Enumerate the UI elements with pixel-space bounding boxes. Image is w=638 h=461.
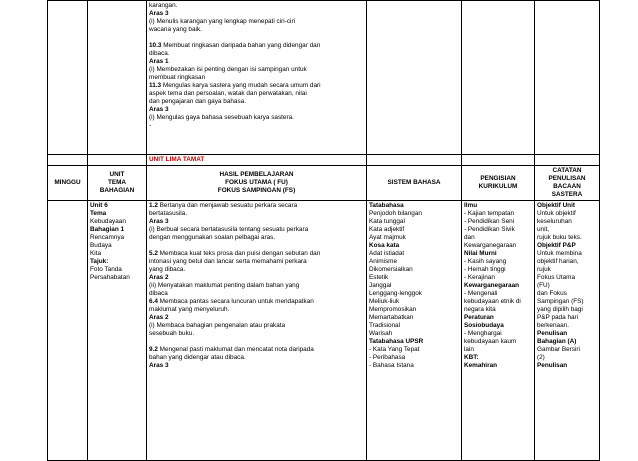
text-line	[464, 362, 532, 370]
body-text: - Peribahasa	[369, 354, 406, 361]
body-text: rujuk	[537, 266, 551, 273]
text-line	[537, 266, 597, 274]
content-row	[48, 201, 600, 461]
minggu-cell-prev	[48, 1, 88, 155]
header-unit: UNIT TEMA BAHAGIAN	[88, 166, 147, 201]
unit-cell-end	[88, 155, 147, 166]
sistem-cell-prev	[367, 1, 462, 155]
body-text: Lenggang-lenggok	[369, 290, 422, 297]
bold-text: Aras 2	[149, 274, 169, 281]
body-text: Tradisional	[369, 322, 401, 329]
bold-text: Ilmu	[464, 202, 478, 209]
text-line	[90, 218, 144, 226]
text-line	[149, 242, 364, 250]
text-line	[149, 234, 364, 242]
text-line	[369, 314, 459, 322]
body-text: Rencamnya	[90, 234, 125, 241]
body-text: negara kita	[464, 306, 496, 313]
text-line	[369, 266, 459, 274]
text-line	[149, 282, 364, 290]
text-line	[149, 66, 364, 74]
text-line	[149, 114, 364, 122]
catatan-cell	[535, 201, 600, 461]
body-text: Warisah	[369, 330, 393, 337]
bold-text: Bahagian (A)	[537, 338, 577, 345]
sistem-cell	[367, 201, 462, 461]
body-text: aspek tema dan persoalan, watak dan perwatakan, nilai	[149, 90, 307, 97]
text-line	[149, 298, 364, 306]
catatan-cell-end	[535, 155, 600, 166]
text-line	[537, 322, 597, 330]
body-text: dan Fokus	[537, 290, 567, 297]
text-line	[149, 218, 364, 226]
text-line	[464, 338, 532, 346]
text-line	[369, 298, 459, 306]
text-line	[149, 346, 364, 354]
header-hasil: HASIL PEMBELAJARAN FOKUS UTAMA ( FU) FOKUS SAMPINGAN (FS)	[147, 166, 367, 201]
unit-tamat-label: UNIT LIMA TAMAT	[147, 155, 367, 166]
text-line	[149, 202, 364, 210]
body-text: Persahabatan	[90, 274, 130, 281]
text-line	[537, 282, 597, 290]
body-text: Adat istiadat	[369, 250, 405, 257]
body-text: dan pengajaran dan gaya bahasa.	[149, 98, 247, 105]
text-line	[369, 226, 459, 234]
text-line	[369, 202, 459, 210]
body-text: - Kajian tempatan	[464, 210, 515, 217]
body-text: (ii) Menyatakan maklumat penting dalam bahan yang	[149, 282, 300, 289]
body-text: yang dibaca.	[149, 266, 186, 273]
body-text: Sampingan (FS)	[537, 298, 584, 305]
text-line	[90, 250, 144, 258]
body-text: bertatasusila.	[149, 210, 188, 217]
text-line	[369, 346, 459, 354]
text-line	[537, 210, 597, 218]
text-line	[369, 354, 459, 362]
bold-text: Sosiobudaya	[464, 322, 504, 329]
hasil-cell	[147, 201, 367, 461]
text-line	[149, 338, 364, 346]
body-text: - Pendidikan Seni	[464, 218, 515, 225]
unit-cell	[88, 201, 147, 461]
header-pengisian: PENGISIAN KURIKULUM	[462, 166, 535, 201]
body-text: Budaya	[90, 242, 112, 249]
bold-text: KBT:	[464, 354, 479, 361]
lesson-plan-table	[47, 0, 600, 461]
unit-cell-prev	[88, 1, 147, 155]
text-line	[149, 74, 364, 82]
header-sistem: SISTEM BAHASA	[367, 166, 462, 201]
text-line	[90, 274, 144, 282]
bold-text: Aras 2	[149, 314, 169, 321]
body-text: kebudayaan kaum	[464, 338, 517, 345]
pengisian-cell	[462, 201, 535, 461]
text-line	[464, 322, 532, 330]
bold-text: Tatabahasa	[369, 202, 404, 209]
text-line	[369, 210, 459, 218]
body-text: Ayat majmuk	[369, 234, 406, 241]
bold-text: Aras 1	[149, 58, 169, 65]
body-text: Membaca kuat teks prosa dan puisi dengan sebutan dan	[157, 250, 321, 257]
text-line	[149, 82, 364, 90]
body-text: bahan yang didengar atau dibaca.	[149, 354, 246, 361]
text-line	[537, 250, 597, 258]
text-line	[537, 306, 597, 314]
minggu-cell	[48, 201, 88, 461]
text-line	[90, 266, 144, 274]
text-line	[537, 290, 597, 298]
catatan-cell-prev	[535, 1, 600, 155]
text-line	[537, 354, 597, 362]
text-line	[537, 202, 597, 210]
body-text: Kewarganegaraan	[464, 242, 517, 249]
body-text: Membuat ringkasan daripada bahan yang didengar dan	[161, 42, 321, 49]
text-line	[149, 210, 364, 218]
text-line	[149, 34, 364, 42]
text-line	[537, 314, 597, 322]
text-line	[149, 354, 364, 362]
text-line	[90, 210, 144, 218]
header-catatan: CATATAN PENULISAN BACAAN SASTERA	[535, 166, 600, 201]
continued-row	[48, 1, 600, 155]
text-line	[369, 274, 459, 282]
text-line	[369, 250, 459, 258]
text-line	[537, 362, 597, 370]
text-line	[464, 202, 532, 210]
text-line	[537, 218, 597, 226]
body-text: Dikomersialkan	[369, 266, 413, 273]
bold-text: Tema	[90, 210, 107, 217]
text-line	[464, 346, 532, 354]
body-text: Mengulas karya sastera yang mudah secara umum dari	[161, 82, 321, 89]
text-line	[537, 234, 597, 242]
body-text: - Menghargai	[464, 330, 502, 337]
bold-text: Objektif P&P	[537, 242, 576, 249]
text-line	[464, 274, 532, 282]
body-text: berkenaan.	[537, 322, 569, 329]
text-line	[464, 314, 532, 322]
text-line	[464, 330, 532, 338]
minggu-cell-end	[48, 155, 88, 166]
bold-text: Aras 3	[149, 10, 169, 17]
text-line	[149, 266, 364, 274]
bold-text: 11.3	[149, 82, 162, 89]
text-line	[537, 330, 597, 338]
bold-text: 10.3	[149, 42, 162, 49]
text-line	[149, 306, 364, 314]
hasil-cell-prev	[147, 1, 367, 155]
body-text: Mengenal pasti maklumat dan mencatat nota daripada	[157, 346, 314, 353]
body-text: Foto Tanda	[90, 266, 122, 273]
body-text: Meliuk-liuk	[369, 298, 400, 305]
body-text: Janggal	[369, 282, 392, 289]
text-line	[149, 26, 364, 34]
bold-text: Tatabahasa UPSR	[369, 338, 424, 345]
bold-text: Aras 3	[149, 362, 169, 369]
body-text: dibaca.	[149, 50, 170, 57]
bold-text: Aras 3	[149, 218, 169, 225]
body-text: yang dipilih bagi	[537, 306, 583, 313]
text-line	[369, 282, 459, 290]
body-text: Kita	[90, 250, 102, 257]
body-text: Kata tunggal	[369, 218, 405, 225]
text-line	[149, 10, 364, 18]
body-text: Estetik	[369, 274, 389, 281]
body-text: - Kasih sayang	[464, 258, 507, 265]
bold-text: Penulisan	[537, 330, 568, 337]
body-text: maklumat yang menyeluruh.	[149, 306, 230, 313]
text-line	[369, 258, 459, 266]
text-line	[149, 226, 364, 234]
text-line	[369, 234, 459, 242]
text-line	[149, 98, 364, 106]
body-text: Animisme	[369, 258, 398, 265]
text-line	[537, 242, 597, 250]
body-text: Fokus Utama	[537, 274, 576, 281]
text-line	[464, 354, 532, 362]
body-text: Memartabatkan	[369, 314, 414, 321]
body-text: intonasi yang betul dan lancar serta memahami perkara	[149, 258, 307, 265]
text-line	[537, 298, 597, 306]
text-line	[90, 242, 144, 250]
text-line	[464, 290, 532, 298]
body-text: (i) Mengulas gaya bahasa sesebuah karya sastera.	[149, 114, 294, 121]
text-line	[369, 338, 459, 346]
body-text: unit,	[537, 226, 550, 233]
text-line	[369, 306, 459, 314]
text-line	[149, 90, 364, 98]
text-line	[149, 18, 364, 26]
body-text: - Bahasa Istana	[369, 362, 414, 369]
body-text: wacana yang baik.	[149, 26, 202, 33]
text-line	[464, 210, 532, 218]
bold-text: Kewarganegaraan	[464, 282, 520, 289]
body-text: objektif harian,	[537, 258, 579, 265]
body-text: - Hemah tinggi	[464, 266, 506, 273]
body-text: - Kerajinan	[464, 274, 495, 281]
text-line	[149, 2, 364, 10]
text-line	[464, 298, 532, 306]
unit-end-row	[48, 155, 600, 166]
body-text: Kata adjektif	[369, 226, 405, 233]
body-text: (FU)	[537, 282, 550, 289]
text-line	[464, 226, 532, 234]
body-text: (i) Membezakan isi penting dengan isi sampingan untuk	[149, 66, 307, 73]
body-text: kebudayaan etnik di	[464, 298, 521, 305]
body-text: sesebuah buku.	[149, 330, 195, 337]
body-text: Penjodoh bilangan	[369, 210, 422, 217]
bold-text: Unit 6	[90, 202, 108, 209]
text-line	[369, 322, 459, 330]
body-text: - Pendidikan Sivik	[464, 226, 515, 233]
text-line	[149, 322, 364, 330]
text-line	[537, 258, 597, 266]
bold-text: 6.4	[149, 298, 158, 305]
sistem-cell-end	[367, 155, 462, 166]
text-line	[369, 218, 459, 226]
body-text: Membaca pantas secara luncuran untuk mendapatkan	[157, 298, 314, 305]
bold-text: Kosa kata	[369, 242, 400, 249]
body-text: dibaca	[149, 290, 168, 297]
text-line	[464, 306, 532, 314]
body-text: (i) Membaca bahagian pengenalan atau prakata	[149, 322, 286, 329]
bold-text: Kemahiran	[464, 362, 498, 369]
text-line	[90, 258, 144, 266]
body-text: Kebudayaan	[90, 218, 126, 225]
body-text: (2)	[537, 354, 545, 361]
text-line	[369, 362, 459, 370]
body-text: Untuk objektif	[537, 210, 576, 217]
bold-text: Penulisan	[537, 362, 568, 369]
text-line	[464, 242, 532, 250]
body-text: Untuk membina	[537, 250, 582, 257]
body-text: lain	[464, 346, 474, 353]
text-line	[149, 314, 364, 322]
text-line	[149, 290, 364, 298]
text-line	[369, 330, 459, 338]
text-line	[90, 226, 144, 234]
text-line	[369, 290, 459, 298]
text-line	[149, 258, 364, 266]
bold-text: 9.2	[149, 346, 158, 353]
body-text: Gambar Bersiri	[537, 346, 580, 353]
text-line	[149, 122, 364, 130]
body-text: Bertanya dan menjawab sesuatu perkara secara	[157, 202, 298, 209]
bold-text: Objektif Unit	[537, 202, 575, 209]
header-minggu: MINGGU	[48, 166, 88, 201]
text-line	[537, 226, 597, 234]
body-text: dengan menggunakan soalan pelbagai aras.	[149, 234, 276, 241]
text-line	[369, 242, 459, 250]
bold-text: Tajuk:	[90, 258, 109, 265]
text-line	[149, 362, 364, 370]
body-text: Mempromosikan	[369, 306, 417, 313]
text-line	[464, 250, 532, 258]
body-text: karangan.	[149, 2, 178, 9]
body-text: (i) Menulis karangan yang lengkap menepati ciri-ciri	[149, 18, 295, 25]
body-text: membuat ringkasan	[149, 74, 206, 81]
text-line	[537, 346, 597, 354]
text-line	[464, 234, 532, 242]
text-line	[149, 250, 364, 258]
text-line	[149, 50, 364, 58]
text-line	[464, 218, 532, 226]
bold-text: Bahagian 1	[90, 226, 125, 233]
text-line	[537, 274, 597, 282]
pengisian-cell-prev	[462, 1, 535, 155]
text-line	[149, 58, 364, 66]
body-text: (i) Berbual secara bertatasusila tentang sesuatu perkara	[149, 226, 309, 233]
text-line	[149, 106, 364, 114]
bold-text: Aras 3	[149, 106, 169, 113]
pengisian-cell-end	[462, 155, 535, 166]
text-line	[149, 42, 364, 50]
text-line	[149, 330, 364, 338]
bold-text: 5.2	[149, 250, 158, 257]
body-text: - Mengenali	[464, 290, 498, 297]
body-text: P&P pada hari	[537, 314, 579, 321]
text-line	[464, 266, 532, 274]
body-text: dan	[464, 234, 475, 241]
text-line	[149, 274, 364, 282]
bold-text: 1.2	[149, 202, 158, 209]
bold-text: Nilai Murni	[464, 250, 497, 257]
body-text: - Kata Yang Tepat	[369, 346, 420, 353]
body-text: keseluruhan	[537, 218, 572, 225]
text-line	[90, 202, 144, 210]
text-line	[90, 234, 144, 242]
bold-text: Peraturan	[464, 314, 494, 321]
body-text: rujuk buku teks.	[537, 234, 582, 241]
text-line	[464, 282, 532, 290]
header-row	[48, 166, 600, 201]
text-line	[537, 338, 597, 346]
text-line	[464, 258, 532, 266]
body-text: -	[149, 122, 152, 129]
